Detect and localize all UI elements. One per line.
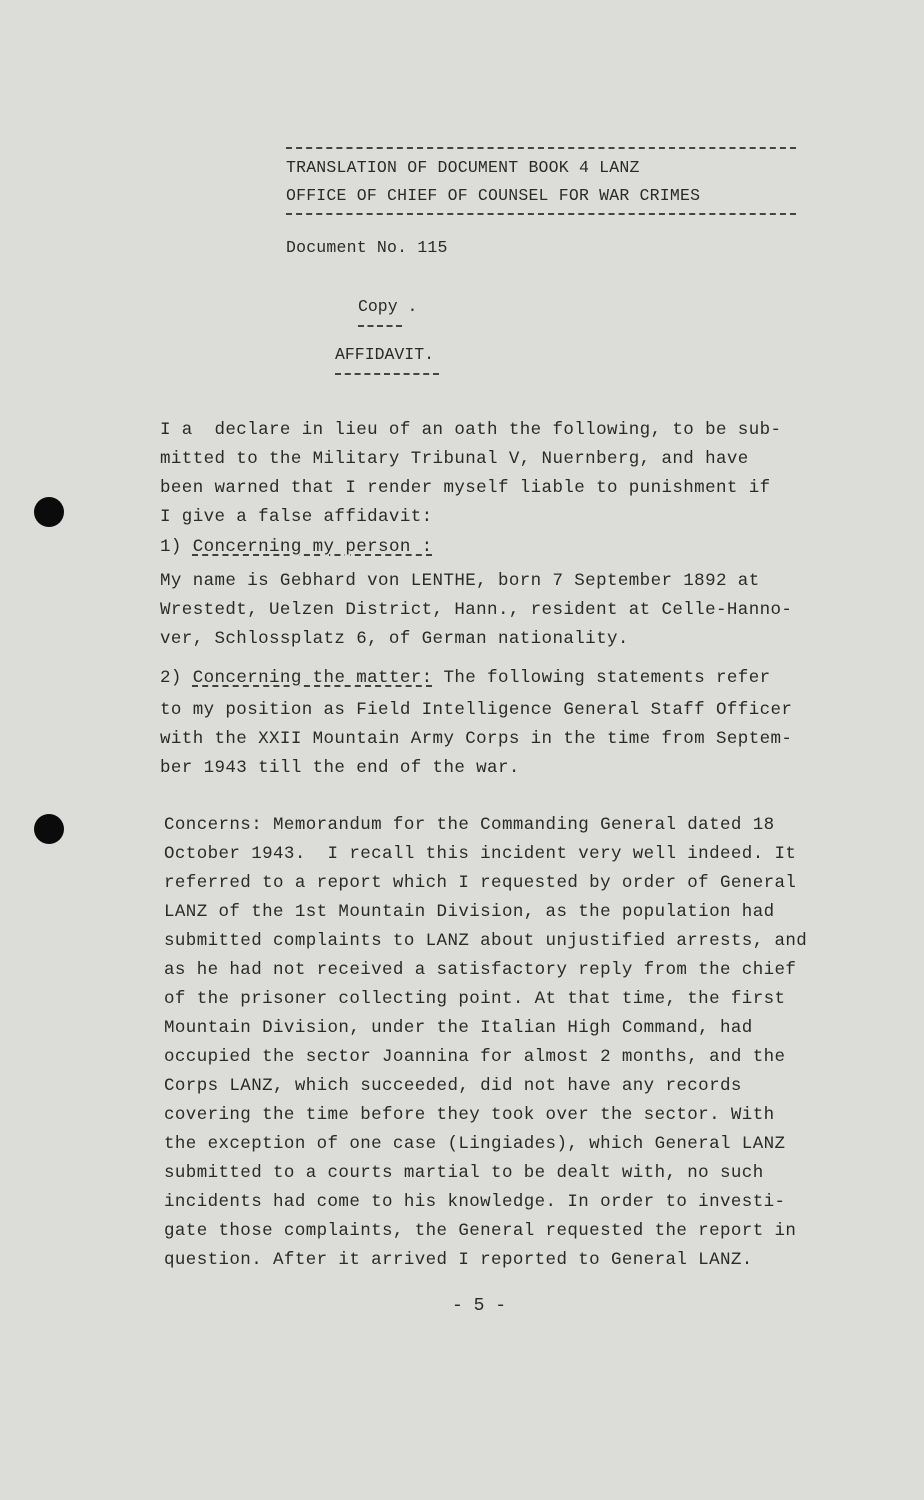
page-number: - 5 -	[452, 1296, 507, 1316]
matter-line: to my position as Field Intelligence General Staff Officer	[160, 700, 793, 720]
affidavit-underline	[335, 373, 439, 375]
concerns-line: gate those complaints, the General requested the report in	[164, 1221, 797, 1241]
punch-hole	[34, 497, 64, 527]
concerns-line: Mountain Division, under the Italian High Command, had	[164, 1018, 753, 1038]
section-2-heading	[160, 668, 771, 688]
concerns-line: question. After it arrived I reported to General LANZ.	[164, 1250, 753, 1270]
copy-underline	[358, 325, 402, 327]
person-line: My name is Gebhard von LENTHE, born 7 September 1892 at	[160, 571, 760, 591]
concerns-line: submitted to a courts martial to be dealt with, no such	[164, 1163, 764, 1183]
document-number: Document No. 115	[286, 238, 448, 257]
header-rule-bottom	[286, 213, 796, 215]
concerns-line: occupied the sector Joannina for almost 2 months, and the	[164, 1047, 786, 1067]
concerns-line: Concerns: Memorandum for the Commanding General dated 18	[164, 815, 775, 835]
concerns-line: referred to a report which I requested by order of General	[164, 873, 797, 893]
person-line: ver, Schlossplatz 6, of German nationality.	[160, 629, 629, 649]
affidavit-title: AFFIDAVIT.	[335, 345, 435, 364]
concerns-line: as he had not received a satisfactory reply from the chief	[164, 960, 797, 980]
concerns-line: the exception of one case (Lingiades), which General LANZ	[164, 1134, 786, 1154]
header-line-1: TRANSLATION OF DOCUMENT BOOK 4 LANZ	[286, 158, 640, 177]
concerns-line: October 1943. I recall this incident very well indeed. It	[164, 844, 797, 864]
intro-line: I a declare in lieu of an oath the following, to be sub-	[160, 420, 782, 440]
concerns-line: incidents had come to his knowledge. In order to investi-	[164, 1192, 786, 1212]
header-line-2: OFFICE OF CHIEF OF COUNSEL FOR WAR CRIMES	[286, 186, 701, 205]
intro-line: been warned that I render myself liable to punishment if	[160, 478, 771, 498]
concerns-line: LANZ of the 1st Mountain Division, as the population had	[164, 902, 775, 922]
section-2-title: Concerning the matter:	[192, 668, 433, 688]
matter-line: ber 1943 till the end of the war.	[160, 758, 520, 778]
intro-line: I give a false affidavit:	[160, 507, 433, 527]
section-1-heading	[160, 537, 433, 557]
header-rule-top	[286, 147, 796, 149]
concerns-line: covering the time before they took over the sector. With	[164, 1105, 775, 1125]
matter-line: with the XXII Mountain Army Corps in the time from Septem-	[160, 729, 793, 749]
copy-label: Copy .	[358, 297, 418, 316]
intro-line: mitted to the Military Tribunal V, Nuernberg, and have	[160, 449, 749, 469]
section-2-text: The following statements refer	[432, 668, 771, 688]
concerns-line: of the prisoner collecting point. At that time, the first	[164, 989, 786, 1009]
concerns-line: Corps LANZ, which succeeded, did not have any records	[164, 1076, 742, 1096]
punch-hole	[34, 814, 64, 844]
section-2-number: 2)	[160, 668, 182, 688]
concerns-line: submitted complaints to LANZ about unjustified arrests, and	[164, 931, 808, 951]
person-line: Wrestedt, Uelzen District, Hann., resident at Celle-Hanno-	[160, 600, 793, 620]
section-1-title: Concerning my person :	[192, 537, 433, 557]
section-1-number: 1)	[160, 537, 182, 557]
